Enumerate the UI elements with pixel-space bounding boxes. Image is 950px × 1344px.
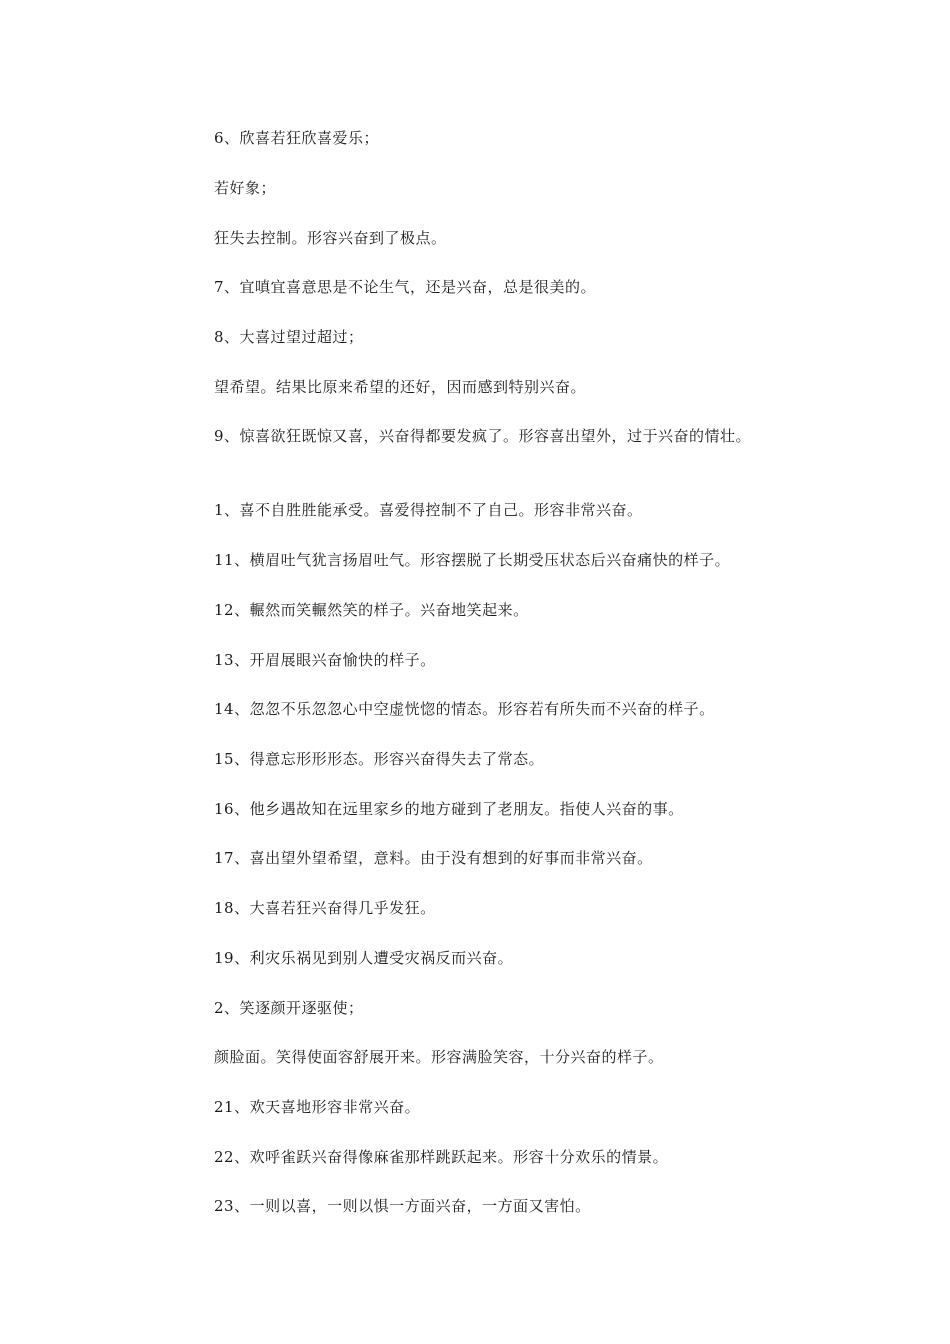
paragraph: 22、欢呼雀跃兴奋得像麻雀那样跳跃起来。形容十分欢乐的情景。 [214, 1148, 669, 1166]
paragraph: 9、惊喜欲狂既惊又喜，兴奋得都要发疯了。形容喜出望外，过于兴奋的情壮。 [214, 427, 752, 445]
paragraph: 13、开眉展眼兴奋愉快的样子。 [214, 651, 436, 669]
paragraph: 15、得意忘形形形态。形容兴奋得失去了常态。 [214, 750, 545, 768]
paragraph: 14、忽忽不乐忽忽心中空虚恍惚的情态。形容若有所失而不兴奋的样子。 [214, 700, 715, 718]
paragraph: 7、宜嗔宜喜意思是不论生气，还是兴奋，总是很美的。 [214, 278, 597, 296]
paragraph: 6、欣喜若狂欣喜爱乐； [214, 129, 380, 147]
paragraph: 19、利灾乐祸见到别人遭受灾祸反而兴奋。 [214, 949, 514, 967]
paragraph: 8、大喜过望过超过； [214, 328, 364, 346]
paragraph: 12、輾然而笑輾然笑的样子。兴奋地笑起来。 [214, 601, 529, 619]
paragraph: 2、笑逐颜开逐驱使； [214, 999, 364, 1017]
paragraph: 望希望。结果比原来希望的还好，因而感到特别兴奋。 [214, 378, 587, 396]
paragraph: 1、喜不自胜胜能承受。喜爱得控制不了自己。形容非常兴奋。 [214, 501, 643, 519]
paragraph: 狂失去控制。形容兴奋到了极点。 [214, 229, 447, 247]
paragraph: 17、喜出望外望希望，意料。由于没有想到的好事而非常兴奋。 [214, 849, 653, 867]
paragraph: 16、他乡遇故知在远里家乡的地方碰到了老朋友。指使人兴奋的事。 [214, 800, 684, 818]
paragraph: 若好象； [214, 179, 277, 197]
paragraph: 11、横眉吐气犹言扬眉吐气。形容摆脱了长期受压状态后兴奋痛快的样子。 [214, 551, 731, 569]
paragraph: 18、大喜若狂兴奋得几乎发狂。 [214, 899, 436, 917]
paragraph: 21、欢天喜地形容非常兴奋。 [214, 1098, 421, 1116]
paragraph: 23、一则以喜，一则以惧一方面兴奋，一方面又害怕。 [214, 1197, 591, 1215]
paragraph: 颜脸面。笑得使面容舒展开来。形容满脸笑容，十分兴奋的样子。 [214, 1048, 664, 1066]
